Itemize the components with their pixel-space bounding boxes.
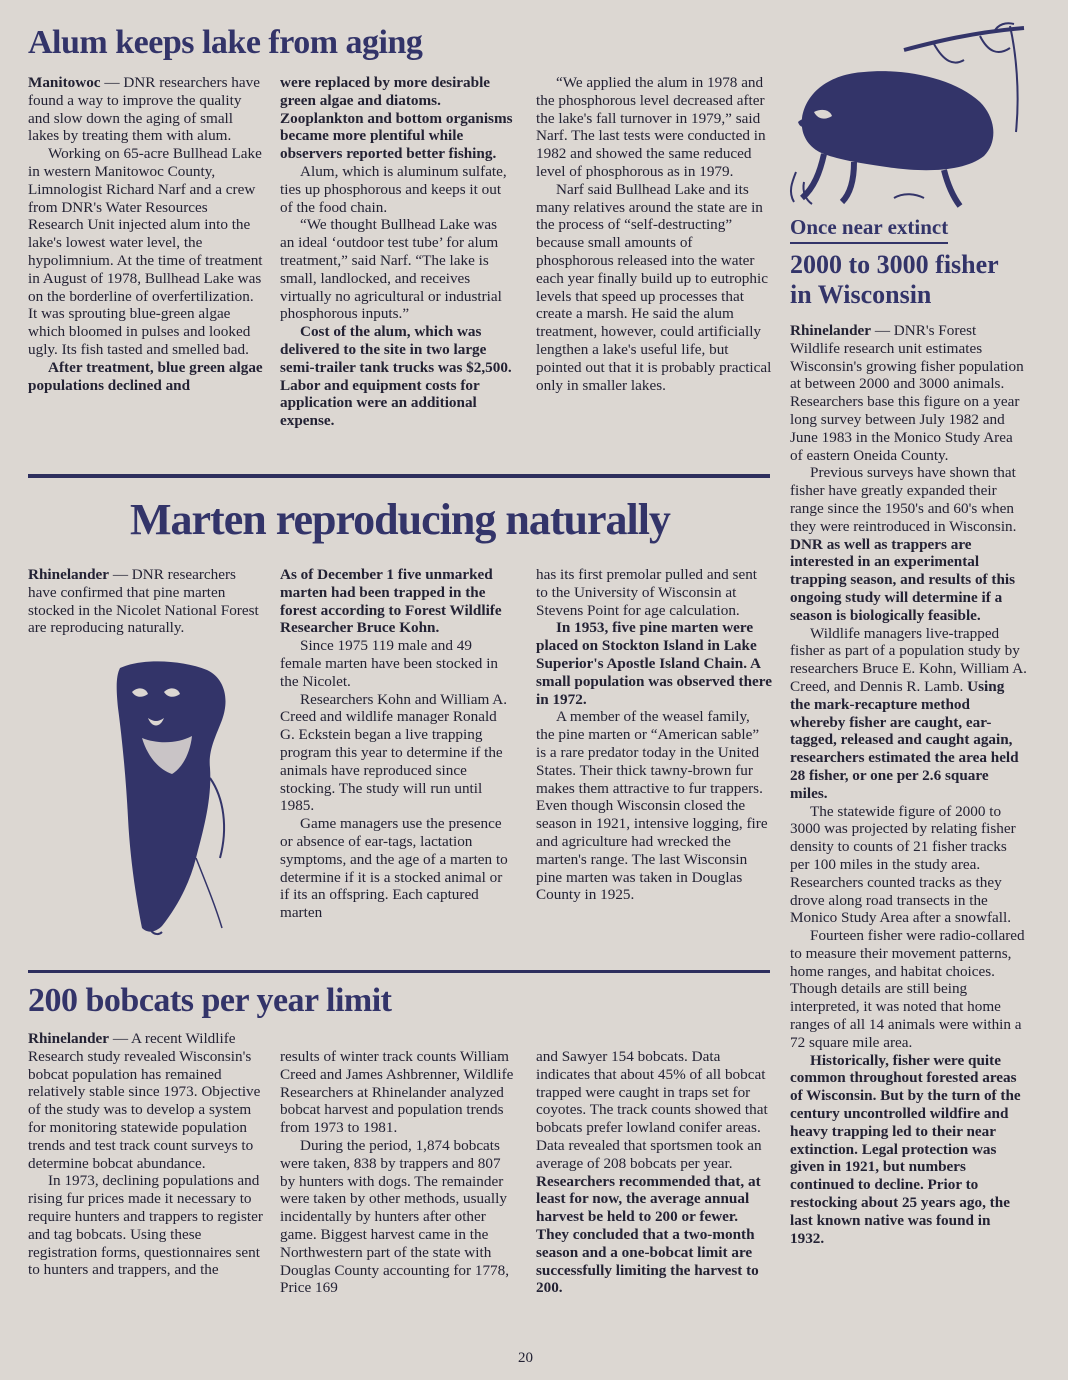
paragraph-emphasis: In 1953, five pine marten were placed on Stockton Island in Lake Superior's Apostle Island Chain. A small population was observed there in 1972. <box>536 619 772 708</box>
paragraph <box>28 1172 263 1279</box>
paragraph-emphasis: were replaced by more desirable green algae and diatoms. Zooplankton and bottom organisms became more plentiful while observers reported better fishing. <box>280 74 513 163</box>
paragraph-text: — DNR researchers have found a way to improve the quality and slow down the aging of small lakes by treating them with alum. <box>28 74 260 145</box>
paragraph-text: results of winter track counts William Creed and James Ashbrenner, Wildlife Researchers at Rhinelander analyzed bobcat harvest and population trends from 1973 to 1981. <box>280 1048 514 1137</box>
fisher-illustration <box>784 22 1034 212</box>
paragraph-text: has its first premolar pulled and sent to the University of Wisconsin at Stevens Point for age calculation. <box>536 566 758 619</box>
alum-column-2 <box>280 74 515 430</box>
paragraph-text: and Sawyer 154 bobcats. Data indicates that about 45% of all bobcat trapped were caught in traps set for coyotes. The track counts showed that bobcats prefer lowland conifer areas. Data revealed that sportsmen took an average of 208 bobcats per year. <box>536 1048 768 1172</box>
section-rule-bottom <box>28 970 770 973</box>
paragraph-text: “We applied the alum in 1978 and the phosphorous level decreased after the lake's fall turnover in 1979,” said Narf. The last tests were conducted in 1982 and showed the same reduced level of phosphorous as in 1979. <box>536 74 766 180</box>
dateline: Rhinelander <box>790 322 872 339</box>
paragraph-emphasis: After treatment, blue green algae populations declined and <box>28 358 263 394</box>
paragraph <box>536 1048 772 1297</box>
paragraph <box>790 322 1028 464</box>
paragraph <box>536 181 772 395</box>
paragraph <box>28 359 263 395</box>
paragraph <box>280 323 515 430</box>
fisher-kicker: Once near extinct <box>790 216 948 244</box>
paragraph <box>536 708 772 904</box>
dateline: Manitowoc <box>28 74 101 91</box>
paragraph <box>280 216 515 323</box>
paragraph-text: Fourteen fisher were radio-collared to measure their movement patterns, home ranges, and habitat choices. Though details are still being interpreted, it was noted that home ranges of all 14 animals were within a 72 square mile area. <box>790 927 1025 1051</box>
paragraph-text: A member of the weasel family, the pine marten or “American sable” is a rare predator today in the United States. Their thick tawny-brown fur makes them attractive to fur trappers. Even though Wisconsin closed the season in 1921, intensive logging, fire and agriculture had wrecked the marten's range. The last Wisconsin pine marten was taken in Douglas County in 1925. <box>536 708 768 904</box>
marten-column-1 <box>28 566 263 637</box>
fisher-column <box>790 322 1028 1247</box>
paragraph-text: Narf said Bullhead Lake and its many relatives around the state are in the process of “self-destructing” because small amounts of phosphorous released into the water each year finally build up to eutrophic levels that speed up processes that create a marsh. He said the alum treatment, however, could artificially lengthen a lake's useful life, but pointed out that it is probably practical only in smaller lakes. <box>536 180 772 394</box>
bobcat-column-3 <box>536 1048 772 1297</box>
dateline: Rhinelander <box>28 1030 110 1047</box>
paragraph <box>280 74 515 163</box>
paragraph <box>280 163 515 216</box>
paragraph <box>790 927 1028 1052</box>
paragraph <box>280 637 515 690</box>
paragraph <box>536 566 772 619</box>
paragraph-text: Working on 65-acre Bullhead Lake in western Manitowoc County, Limnologist Richard Narf and a crew from DNR's Water Resources Research Unit injected alum into the lake's lowest water level, the hypolimnium. At the time of treatment in August of 1978, Bullhead Lake was on the borderline of overfertilization. It was sprouting blue-green algae which bloomed in pulses and looked ugly. Its fish tasted and smelled bad. <box>28 145 263 358</box>
paragraph-text: The statewide figure of 2000 to 3000 was projected by relating fisher density to counts of 21 fisher tracks per 100 miles in the study area. Researchers counted tracks as they drove along road transects in the Monico Study Area after a snowfall. <box>790 802 1016 927</box>
paragraph <box>536 74 772 181</box>
alum-column-1 <box>28 74 263 394</box>
paragraph-text: In 1973, declining populations and rising fur prices made it necessary to require hunters and trappers to register and tag bobcats. Using these registration forms, questionnaires sent to hunters and trappers, and the <box>28 1172 263 1279</box>
paragraph <box>280 1048 515 1137</box>
paragraph-text: During the period, 1,874 bobcats were taken, 838 by trappers and 807 by hunters with dogs. The remainder were taken by other methods, usually incidentally by hunters after other game. Biggest harvest came in the Northwestern part of the state with Douglas County accounting for 1778, Price 169 <box>280 1136 510 1297</box>
paragraph-text: Game managers use the presence or absence of ear-tags, lactation symptoms, and the age of a marten to determine if it is a stocked animal or if its an offspring. Each captured marten <box>280 815 508 922</box>
paragraph <box>790 1052 1028 1248</box>
paragraph <box>28 145 263 359</box>
page-number: 20 <box>518 1350 533 1366</box>
marten-illustration <box>112 658 240 940</box>
marten-column-3 <box>536 566 772 904</box>
paragraph-emphasis: DNR as well as trappers are interested in an experimental trapping season, and results of this ongoing study will determine if a season is biologically feasible. <box>790 535 1016 624</box>
paragraph-text: Previous surveys have shown that fisher have greatly expanded their range since the 1950's and 60's when they were reintroduced in Wisconsin. <box>790 464 1017 535</box>
paragraph-emphasis: Cost of the alum, which was delivered to the site in two large semi-trailer tank trucks was $2,500. Labor and equipment costs for application were an additional expense. <box>280 323 512 430</box>
paragraph <box>790 625 1028 803</box>
paragraph-text: Since 1975 119 male and 49 female marten have been stocked in the Nicolet. <box>280 637 499 690</box>
paragraph-emphasis: As of December 1 five unmarked marten had been trapped in the forest according to Forest Wildlife Researcher Bruce Kohn. <box>280 566 502 637</box>
paragraph <box>280 566 515 637</box>
paragraph-text: — A recent Wildlife Research study revealed Wisconsin's bobcat population has remained relatively stable since 1973. Objective of the study was to develop a system for monitoring statewide population trends and test track count surveys to determine bobcat abundance. <box>28 1030 261 1172</box>
bobcat-column-1 <box>28 1030 263 1279</box>
paragraph-emphasis: Historically, fisher were quite common throughout forested areas of Wisconsin. But by the turn of the century uncontrolled wildfire and heavy trapping led to their near extinction. Legal protection was given in 1921, but numbers continued to decline. Prior to restocking about 25 years ago, the last known native was found in 1932. <box>790 1051 1021 1247</box>
paragraph-text: “We thought Bullhead Lake was an ideal ‘outdoor test tube’ for alum treatment,” said Narf. “The lake is small, landlocked, and receives virtually no agricultural or industrial phosphorous inputs.” <box>280 216 502 323</box>
paragraph-text: Wildlife managers live-trapped fisher as part of a population study by researchers Bruce E. Kohn, William A. Creed, and Dennis R. Lamb. <box>790 624 1027 695</box>
paragraph <box>280 1137 515 1297</box>
paragraph-text: — DNR's Forest Wildlife research unit estimates Wisconsin's growing fisher population at between 2000 and 3000 animals. Researchers base this figure on a year long survey between July 1982 and June 1983 in the Monico Study Area of eastern Oneida County. <box>790 322 1024 464</box>
paragraph-emphasis: Researchers recommended that, at least for now, the average annual harvest be held to 200 or fewer. They concluded that a two-month season and a one-bobcat limit are successfully limiting the harvest to 200. <box>536 1172 761 1297</box>
paragraph-text: Researchers Kohn and William A. Creed and wildlife manager Ronald G. Eckstein began a live trapping program this year to determine if the animals have reproduced since stocking. The study will run until 1985. <box>280 690 508 815</box>
bobcat-headline: 200 bobcats per year limit <box>28 982 392 1019</box>
fisher-headline: 2000 to 3000 fisher in Wisconsin <box>790 250 999 309</box>
paragraph <box>790 464 1028 624</box>
alum-headline: Alum keeps lake from aging <box>28 24 423 61</box>
paragraph-text: Alum, which is aluminum sulfate, ties up phosphorous and keeps it out of the food chain. <box>280 162 507 216</box>
paragraph <box>280 691 515 816</box>
paragraph <box>28 1030 263 1172</box>
alum-column-3 <box>536 74 772 394</box>
paragraph <box>28 566 263 637</box>
dateline: Rhinelander <box>28 566 110 583</box>
bobcat-column-2 <box>280 1048 515 1297</box>
section-rule-top <box>28 474 770 478</box>
paragraph <box>536 619 772 708</box>
paragraph <box>280 815 515 922</box>
marten-headline: Marten reproducing naturally <box>130 495 670 544</box>
marten-column-2 <box>280 566 515 922</box>
paragraph <box>28 74 263 145</box>
paragraph-emphasis: Using the mark-recapture method whereby fisher are caught, ear-tagged, released and caught again, researchers estimated the area held 28 fisher, or one per 2.6 square miles. <box>790 677 1019 802</box>
paragraph-text: — DNR researchers have confirmed that pine marten stocked in the Nicolet National Forest are reproducing naturally. <box>28 566 259 637</box>
paragraph <box>790 803 1028 928</box>
